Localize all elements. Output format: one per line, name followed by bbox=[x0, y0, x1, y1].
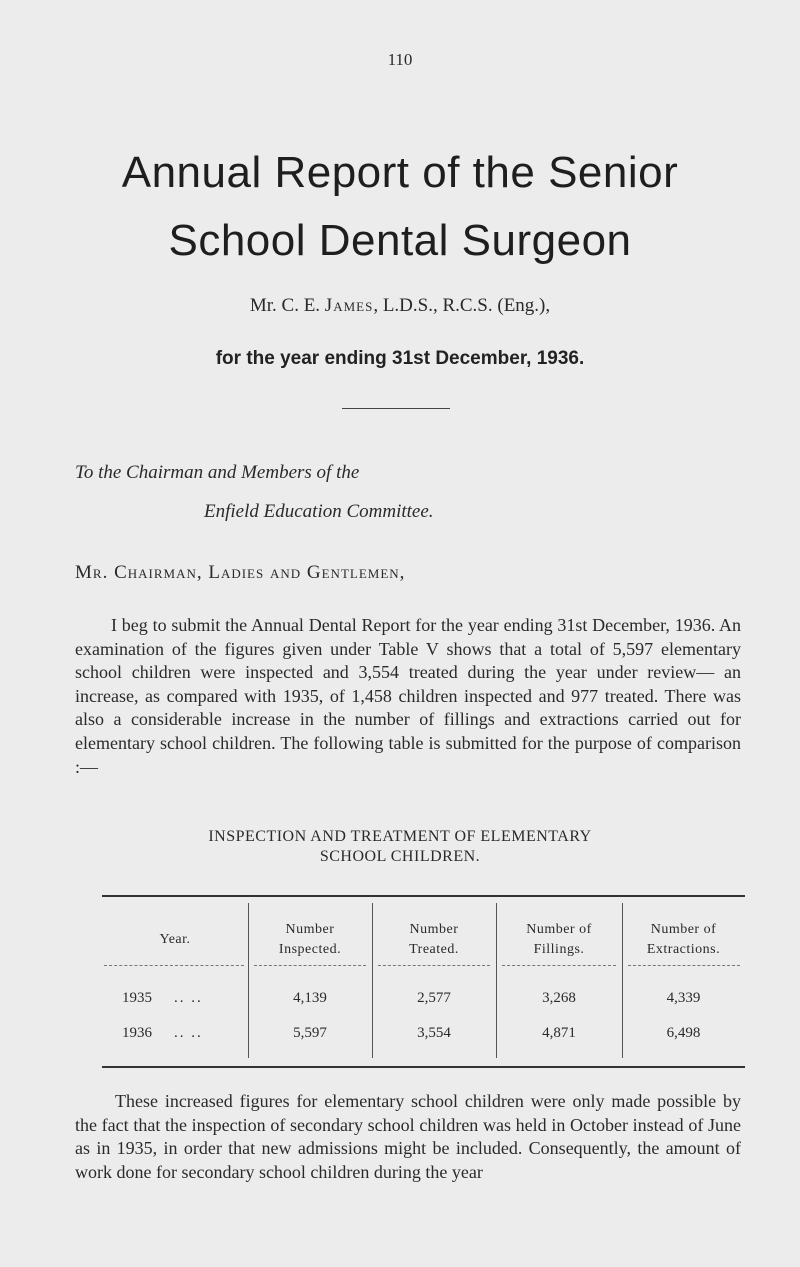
salutation: Mr. Chairman, Ladies and Gentlemen, bbox=[75, 562, 406, 583]
table-caption-line-2: SCHOOL CHILDREN. bbox=[319, 848, 481, 865]
header-underline bbox=[378, 965, 490, 966]
cell-year: 1936 .. .. bbox=[122, 1025, 203, 1041]
cell-fillings: 3,268 bbox=[542, 990, 576, 1006]
header-underline bbox=[502, 965, 616, 966]
cell-treated: 2,577 bbox=[417, 990, 451, 1006]
author-qualifications: , L.D.S., R.C.S. (Eng.), bbox=[373, 295, 551, 316]
table-bottom-rule bbox=[102, 1066, 745, 1068]
header-treated: Number Treated. bbox=[409, 922, 459, 957]
cell-year: 1935 .. .. bbox=[122, 990, 203, 1006]
leader-dots: .. .. bbox=[174, 990, 203, 1006]
table-caption-line-1: INSPECTION AND TREATMENT OF ELEMENTARY bbox=[208, 828, 592, 845]
cell-extractions: 4,339 bbox=[666, 990, 701, 1006]
table-caption bbox=[0, 827, 800, 867]
author-prefix: Mr. C. E. bbox=[249, 295, 325, 316]
header-underline bbox=[254, 965, 366, 966]
addressee-line-2: Enfield Education Committee. bbox=[204, 501, 434, 522]
header-fillings: Number of Fillings. bbox=[526, 922, 592, 957]
intro-paragraph: I beg to submit the Annual Dental Report for the year ending 31st December, 1936. An examination of the figures given under Table V shows that a total of 5,597 elementary school children were inspected and 3,554 treated during the year under review— an increase, as compared with 1935, of 1,458 children inspected and 977 treated. There was also a considerable increase in the number of fillings and extractions carried out for elementary school children. The following table is submitted for the purpose of comparison :— bbox=[75, 615, 741, 777]
author-surname: James bbox=[324, 295, 374, 316]
table-top-rule bbox=[102, 895, 745, 897]
header-year: Year. bbox=[159, 932, 191, 947]
report-year-line: for the year ending 31st December, 1936. bbox=[215, 348, 585, 369]
report-title-line-2: School Dental Surgeon bbox=[168, 216, 632, 265]
cell-inspected: 5,597 bbox=[293, 1025, 327, 1041]
header-underline bbox=[104, 965, 244, 966]
author-line bbox=[0, 295, 800, 317]
header-underline bbox=[628, 965, 740, 966]
addressee-line-1: To the Chairman and Members of the bbox=[75, 462, 360, 483]
leader-dots: .. .. bbox=[174, 1025, 203, 1041]
cell-treated: 3,554 bbox=[417, 1025, 451, 1041]
header-inspected: Number Inspected. bbox=[278, 922, 342, 957]
cell-inspected: 4,139 bbox=[293, 990, 327, 1006]
cell-fillings: 4,871 bbox=[542, 1025, 576, 1041]
section-divider bbox=[342, 408, 450, 409]
closing-paragraph: These increased figures for elementary school children were only made possible by the fact that the inspection of secondary school children was held in October instead of June as in 1935, in order that new admissions might be included. Consequently, the amount of work done for secondary school children during the year bbox=[75, 1091, 741, 1182]
report-title-line-1: Annual Report of the Senior bbox=[121, 148, 679, 197]
header-extractions: Number of Extractions. bbox=[646, 922, 721, 957]
cell-extractions: 6,498 bbox=[666, 1025, 701, 1041]
page-number: 110 bbox=[387, 50, 413, 69]
